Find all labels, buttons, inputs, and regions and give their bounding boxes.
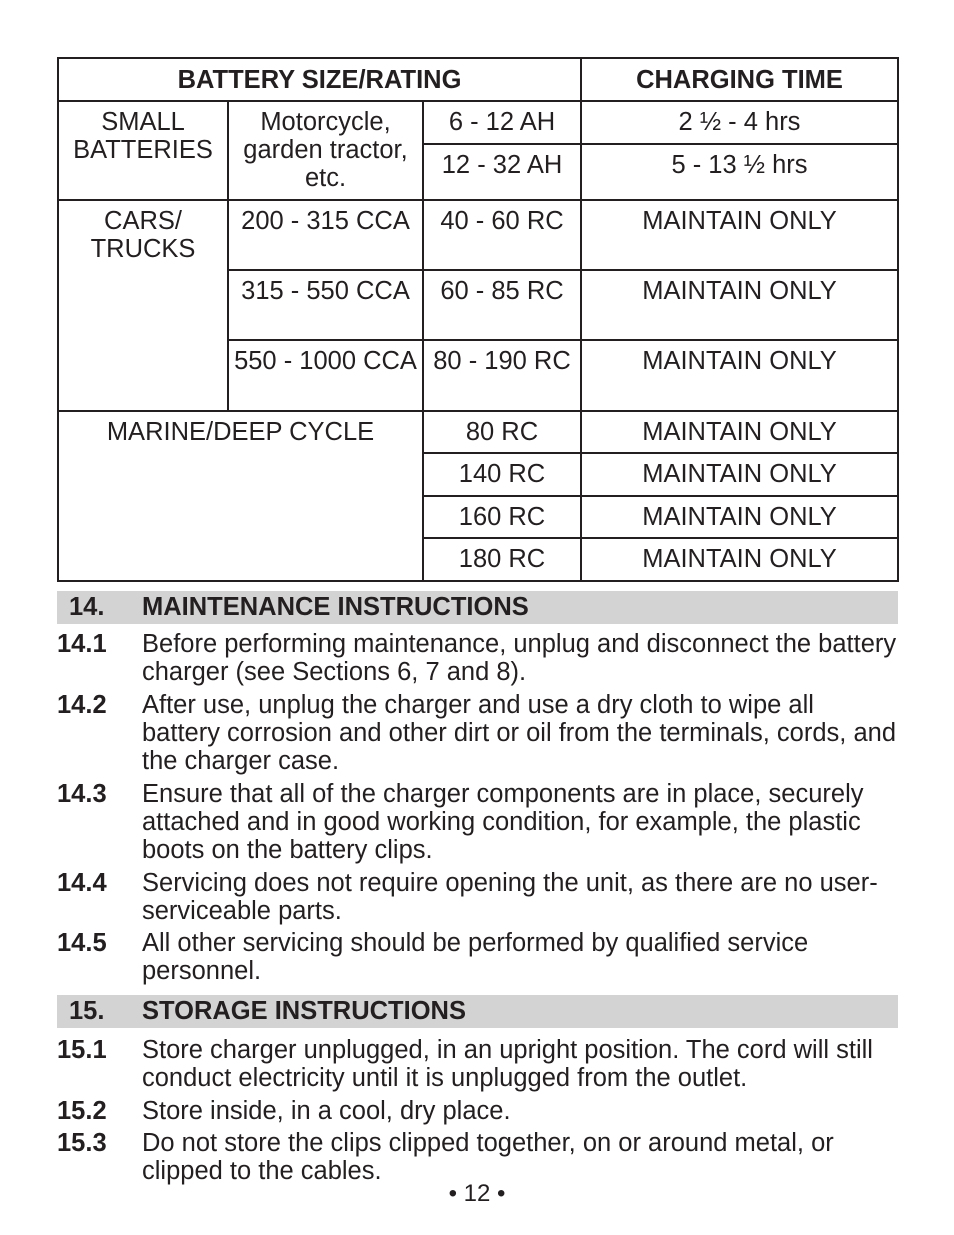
- small-time-1: 2 ½ - 4 hrs: [581, 101, 898, 144]
- list-item: [57, 691, 898, 775]
- marine-time-2: MAINTAIN ONLY: [581, 453, 898, 496]
- cars-time-3: MAINTAIN ONLY: [581, 340, 898, 411]
- item-number: 14.3: [57, 780, 107, 808]
- item-number: 15.1: [57, 1036, 107, 1064]
- section-title: MAINTENANCE INSTRUCTIONS: [142, 593, 529, 621]
- cars-cca-2: 315 - 550 CCA: [228, 270, 423, 340]
- list-item: [57, 630, 898, 686]
- list-item: [57, 869, 898, 925]
- item-text: Before performing maintenance, unplug and disconnect the battery charger (see Sections 6, 7 and 8).: [142, 630, 897, 686]
- cars-time-1: MAINTAIN ONLY: [581, 200, 898, 270]
- marine-time-3: MAINTAIN ONLY: [581, 496, 898, 538]
- item-text: Store inside, in a cool, dry place.: [142, 1097, 511, 1125]
- list-item: [57, 780, 898, 864]
- section-number: 14.: [69, 593, 105, 621]
- section-title: STORAGE INSTRUCTIONS: [142, 997, 466, 1025]
- cars-trucks-category: CARS/ TRUCKS: [58, 200, 228, 411]
- header-charging-time: CHARGING TIME: [581, 58, 898, 101]
- cars-rc-2: 60 - 85 RC: [423, 270, 581, 340]
- item-text: After use, unplug the charger and use a dry cloth to wipe all battery corrosion and other dirt or oil from the terminals, cords, and the charger case.: [142, 691, 897, 775]
- list-item: [57, 1129, 898, 1185]
- item-text: Servicing does not require opening the unit, as there are no user-serviceable parts.: [142, 869, 878, 925]
- header-battery-size: BATTERY SIZE/RATING: [58, 58, 581, 101]
- item-text: Ensure that all of the charger components are in place, securely attached and in good working condition, for example, the plastic boots on the battery clips.: [142, 780, 864, 864]
- item-number: 14.1: [57, 630, 107, 658]
- marine-rc-4: 180 RC: [423, 538, 581, 581]
- small-batteries-category: SMALL BATTERIES: [58, 101, 228, 200]
- section-heading-maintenance: [57, 591, 898, 624]
- page-number: • 12 •: [448, 1180, 506, 1207]
- charging-time-table: [57, 57, 899, 582]
- section-heading-storage: [57, 995, 898, 1028]
- small-time-2: 5 - 13 ½ hrs: [581, 144, 898, 200]
- marine-rc-2: 140 RC: [423, 453, 581, 496]
- list-item: [57, 929, 898, 985]
- marine-rc-1: 80 RC: [423, 411, 581, 453]
- marine-time-4: MAINTAIN ONLY: [581, 538, 898, 581]
- cars-rc-1: 40 - 60 RC: [423, 200, 581, 270]
- marine-time-1: MAINTAIN ONLY: [581, 411, 898, 453]
- cars-time-2: MAINTAIN ONLY: [581, 270, 898, 340]
- item-number: 15.3: [57, 1129, 107, 1157]
- item-text: Do not store the clips clipped together, on or around metal, or clipped to the cables.: [142, 1129, 834, 1185]
- marine-rc-3: 160 RC: [423, 496, 581, 538]
- item-number: 14.5: [57, 929, 107, 957]
- item-number: 14.4: [57, 869, 107, 897]
- cars-cca-3: 550 - 1000 CCA: [228, 340, 423, 411]
- item-number: 15.2: [57, 1097, 107, 1125]
- item-text: All other servicing should be performed by qualified service personnel.: [142, 929, 809, 985]
- marine-deep-cycle-category: MARINE/DEEP CYCLE: [58, 411, 423, 581]
- cars-rc-3: 80 - 190 RC: [423, 340, 581, 411]
- item-text: Store charger unplugged, in an upright position. The cord will still conduct electricity until it is unplugged from the outlet.: [142, 1036, 873, 1092]
- item-number: 14.2: [57, 691, 107, 719]
- section-number: 15.: [69, 997, 105, 1025]
- small-batteries-type: Motorcycle, garden tractor, etc.: [228, 101, 423, 200]
- list-item: [57, 1097, 898, 1125]
- list-item: [57, 1036, 898, 1092]
- small-rating-1: 6 - 12 AH: [423, 101, 581, 144]
- small-rating-2: 12 - 32 AH: [423, 144, 581, 200]
- cars-cca-1: 200 - 315 CCA: [228, 200, 423, 270]
